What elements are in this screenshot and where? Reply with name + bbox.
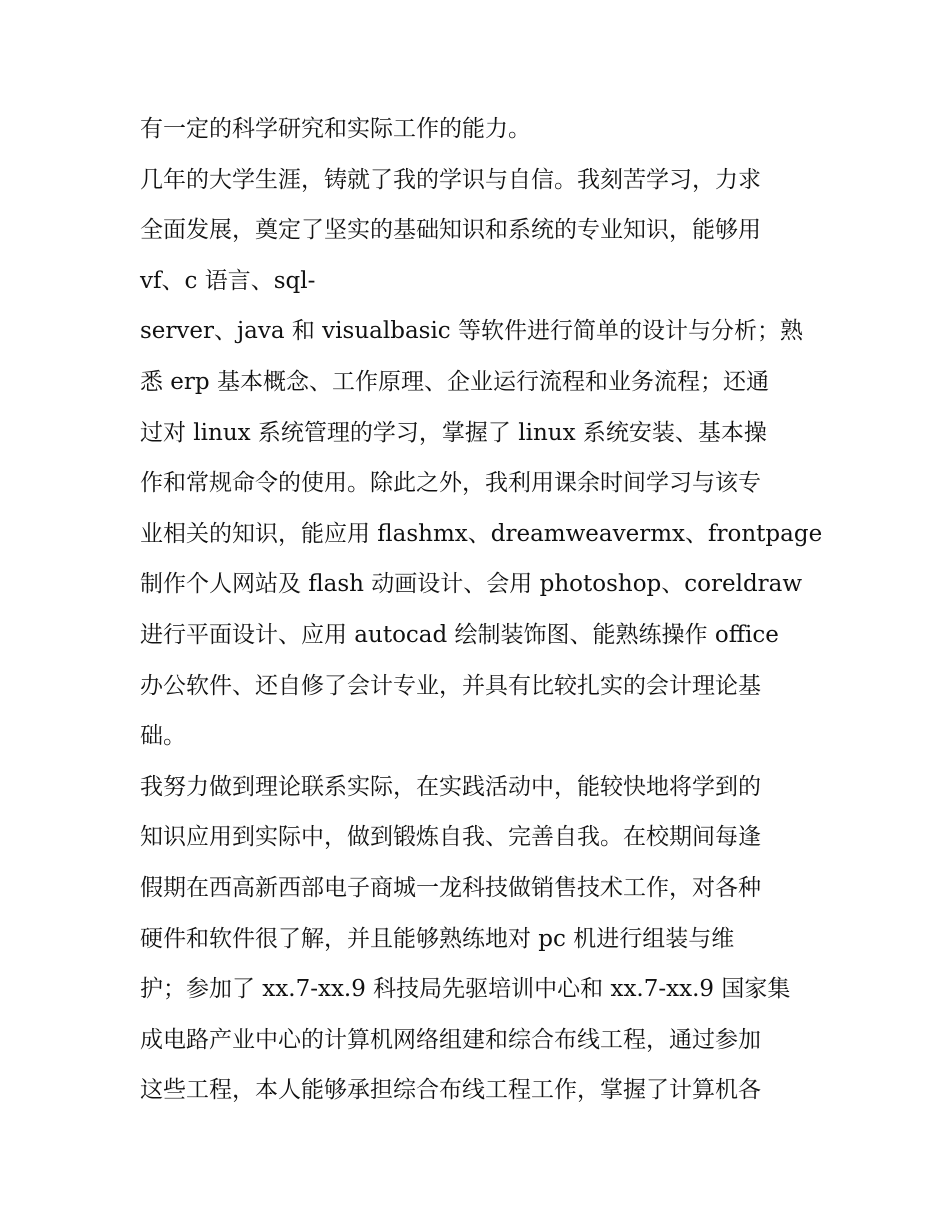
text-line: 过对 linux 系统管理的学习，掌握了 linux 系统安装、基本操 — [140, 419, 767, 446]
text-line: vf、c 语言、sql- — [140, 267, 316, 294]
text-line: 进行平面设计、应用 autocad 绘制装饰图、能熟练操作 office — [140, 621, 779, 648]
text-line: 有一定的科学研究和实际工作的能力。 — [140, 116, 531, 142]
text-line: 成电路产业中心的计算机网络组建和综合布线工程，通过参加 — [140, 1026, 761, 1053]
text-line: 知识应用到实际中，做到锻炼自我、完善自我。在校期间每逢 — [140, 824, 761, 851]
text-line: server、java 和 visualbasic 等软件进行简单的设计与分析；熟 — [140, 318, 804, 345]
text-line: 制作个人网站及 flash 动画设计、会用 photoshop、coreldraw — [140, 571, 803, 598]
text-line: 这些工程，本人能够承担综合布线工程工作，掌握了计算机各 — [140, 1077, 761, 1104]
body-text — [140, 104, 823, 1116]
text-line: 全面发展，奠定了坚实的基础知识和系统的专业知识，能够用 — [140, 217, 761, 244]
text-line: 护；参加了 xx.7-xx.9 科技局先驱培训中心和 xx.7-xx.9 国家集 — [140, 976, 791, 1003]
text-line: 业相关的知识，能应用 flashmx、dreamweavermx、frontpage — [140, 520, 823, 547]
text-line: 几年的大学生涯，铸就了我的学识与自信。我刻苦学习，力求 — [140, 166, 761, 193]
text-line: 硬件和软件很了解，并且能够熟练地对 pc 机进行组装与维 — [140, 925, 735, 952]
text-line: 假期在西高新西部电子商城一龙科技做销售技术工作，对各种 — [140, 874, 761, 901]
text-line: 办公软件、还自修了会计专业，并具有比较扎实的会计理论基 — [140, 672, 761, 699]
text-line: 础。 — [140, 723, 186, 750]
text-line: 我努力做到理论联系实际，在实践活动中，能较快地将学到的 — [140, 773, 761, 800]
text-line: 作和常规命令的使用。除此之外，我利用课余时间学习与该专 — [140, 470, 761, 497]
text-line: 悉 erp 基本概念、工作原理、企业运行流程和业务流程；还通 — [140, 368, 769, 395]
